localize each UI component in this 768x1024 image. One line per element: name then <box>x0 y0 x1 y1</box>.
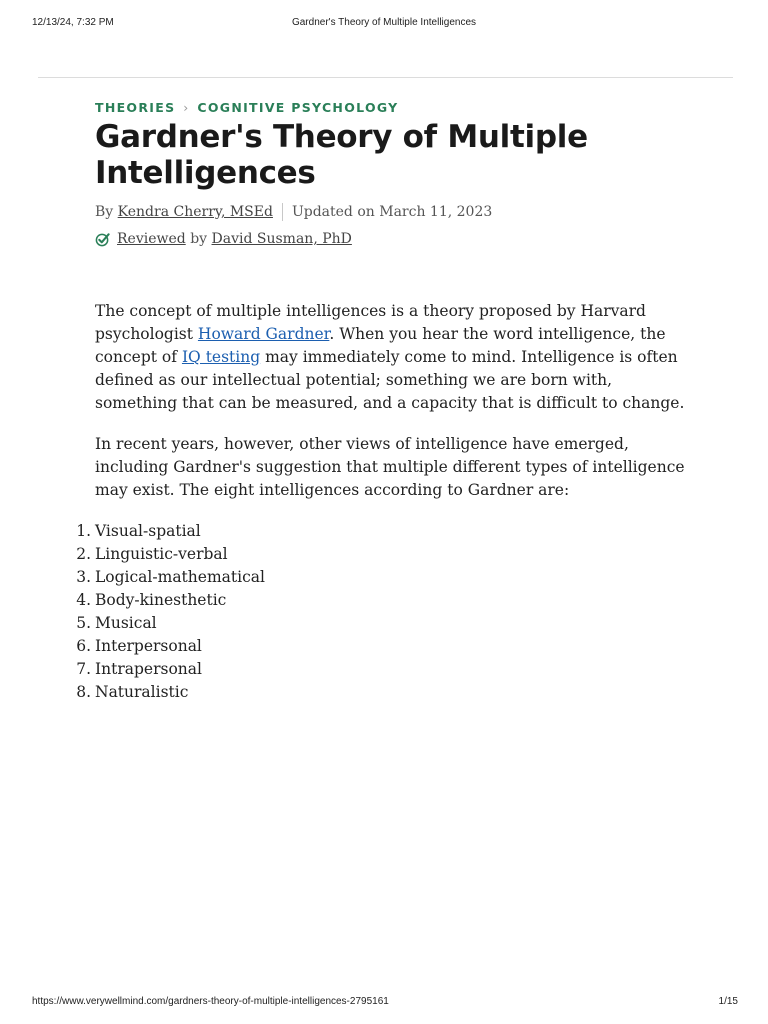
updated-date: Updated on March 11, 2023 <box>291 204 493 220</box>
iq-testing-link[interactable]: IQ testing <box>181 348 261 366</box>
page-url: https://www.verywellmind.com/gardners-theory-of-multiple-intelligences-2795161 <box>32 996 389 1007</box>
list-item: Body-kinesthetic <box>95 591 227 609</box>
intro-text-3: may immediately come to mind. Intelligence is often defined as our intellectual potential; something we are born with, something that can be measured, and a capacity that is difficult to change. <box>95 348 685 412</box>
list-item: Interpersonal <box>95 637 202 655</box>
byline <box>95 203 492 221</box>
intro-paragraph <box>95 300 685 415</box>
breadcrumb-theories[interactable]: THEORIES <box>95 100 176 115</box>
check-circle-icon <box>95 232 110 247</box>
intro-text-2: . When you hear the word intelligence, the concept of <box>95 325 666 366</box>
breadcrumb-cognitive-psychology[interactable]: COGNITIVE PSYCHOLOGY <box>197 100 399 115</box>
byline-prefix: By <box>95 204 114 220</box>
breadcrumb <box>95 100 399 115</box>
print-header <box>0 17 768 31</box>
page-title: Gardner's Theory of Multiple Intelligences <box>95 119 588 191</box>
second-paragraph: In recent years, however, other views of intelligence have emerged, including Gardner's suggestion that multiple different types of intelligence may exist. The eight intelligences according to Gardner are: <box>95 435 685 499</box>
intro-text-1: The concept of multiple intelligences is a theory proposed by Harvard psychologist <box>95 302 646 343</box>
header-divider <box>38 77 733 78</box>
review-line <box>95 231 352 247</box>
list-item: Visual-spatial <box>95 522 201 540</box>
list-item: Intrapersonal <box>95 660 202 678</box>
byline-separator <box>282 203 283 221</box>
review-by: by <box>190 231 208 247</box>
howard-gardner-link[interactable]: Howard Gardner <box>197 325 330 343</box>
reviewed-link[interactable]: Reviewed <box>117 231 186 247</box>
article-body <box>95 300 685 704</box>
chevron-right-icon: › <box>183 100 190 115</box>
list-item: Musical <box>95 614 157 632</box>
page-number: 1/15 <box>718 996 738 1007</box>
list-item: Logical-mathematical <box>95 568 265 586</box>
reviewer-link[interactable]: David Susman, PhD <box>211 231 352 247</box>
print-page-title: Gardner's Theory of Multiple Intelligences <box>291 17 477 28</box>
print-date: 12/13/24, 7:32 PM <box>32 17 114 28</box>
intelligences-list <box>95 520 685 704</box>
list-item: Linguistic-verbal <box>95 545 228 563</box>
list-item: Naturalistic <box>95 683 189 701</box>
author-link[interactable]: Kendra Cherry, MSEd <box>117 204 273 220</box>
